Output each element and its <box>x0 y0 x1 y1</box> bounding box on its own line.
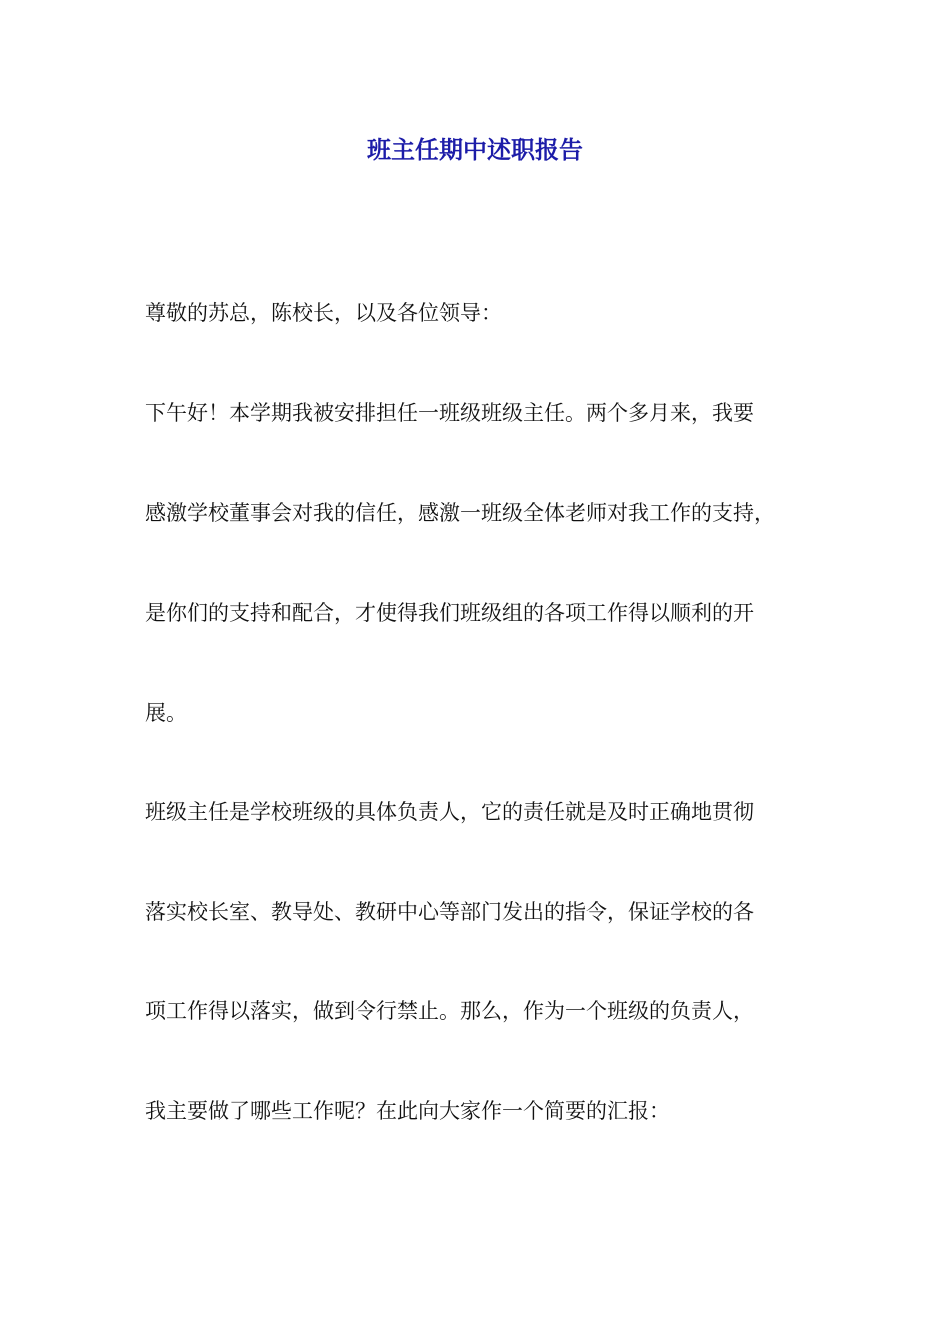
body-line: 下午好！本学期我被安排担任一班级班级主任。两个多月来，我要 <box>145 401 754 425</box>
body-line: 感激学校董事会对我的信任，感激一班级全体老师对我工作的支持， <box>145 501 775 525</box>
body-line: 展。 <box>145 701 187 725</box>
body-line: 项工作得以落实，做到令行禁止。那么，作为一个班级的负责人， <box>145 999 754 1023</box>
body-line: 是你们的支持和配合，才使得我们班级组的各项工作得以顺利的开 <box>145 601 754 625</box>
salutation-line: 尊敬的苏总，陈校长，以及各位领导： <box>145 301 502 325</box>
body-line: 我主要做了哪些工作呢？在此向大家作一个简要的汇报： <box>145 1099 670 1123</box>
body-line: 落实校长室、教导处、教研中心等部门发出的指令，保证学校的各 <box>145 900 754 924</box>
document-title: 班主任期中述职报告 <box>367 136 583 164</box>
body-line: 班级主任是学校班级的具体负责人，它的责任就是及时正确地贯彻 <box>145 800 754 824</box>
